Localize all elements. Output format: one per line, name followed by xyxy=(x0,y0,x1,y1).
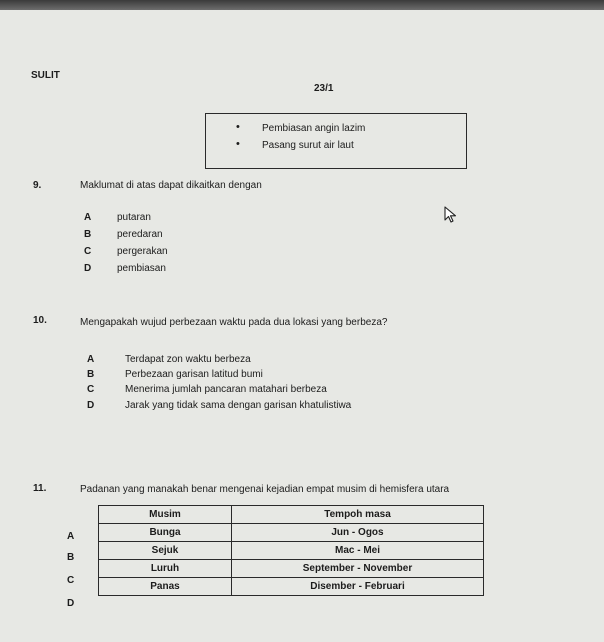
option-letter: D xyxy=(87,400,95,411)
musim-cell: Sejuk xyxy=(99,542,232,560)
tempoh-cell: Mac - Mei xyxy=(232,542,484,560)
table-row xyxy=(99,524,484,542)
musim-cell: Panas xyxy=(99,578,232,596)
option-letter: D xyxy=(67,598,75,609)
option-text: Perbezaan garisan latitud bumi xyxy=(125,369,263,380)
option-text: Menerima jumlah pancaran matahari berbeza xyxy=(125,384,327,395)
question-stem: Padanan yang manakah benar mengenai kejadian empat musim di hemisfera utara xyxy=(80,484,450,495)
page-number: 23/1 xyxy=(314,83,334,94)
option-text: Jarak yang tidak sama dengan garisan khatulistiwa xyxy=(125,400,352,411)
bullet-mark: • xyxy=(236,121,240,133)
question-number: 11. xyxy=(33,483,47,494)
bullet-mark: • xyxy=(236,138,240,150)
stimulus-item: Pembiasan angin lazim xyxy=(262,123,366,134)
option-letter: C xyxy=(67,575,75,586)
option-text: putaran xyxy=(117,212,151,223)
column-header-tempoh: Tempoh masa xyxy=(232,506,484,524)
musim-cell: Luruh xyxy=(99,560,232,578)
question-number: 10. xyxy=(33,315,47,326)
tempoh-cell: Jun - Ogos xyxy=(232,524,484,542)
top-scan-edge xyxy=(0,0,604,10)
option-text: Terdapat zon waktu berbeza xyxy=(125,354,251,365)
option-letter: B xyxy=(67,552,75,563)
musim-cell: Bunga xyxy=(99,524,232,542)
stimulus-item: Pasang surut air laut xyxy=(262,140,354,151)
question-stem: Maklumat di atas dapat dikaitkan dengan xyxy=(80,180,262,191)
option-letter: B xyxy=(87,369,95,380)
option-letter: A xyxy=(84,212,92,223)
option-letter: B xyxy=(84,229,92,240)
table-row xyxy=(99,542,484,560)
option-letter: C xyxy=(84,246,92,257)
mouse-pointer-icon xyxy=(444,206,458,224)
table-row xyxy=(99,578,484,596)
option-text: peredaran xyxy=(117,229,163,240)
sulit-label: SULIT xyxy=(31,70,60,81)
option-text: pembiasan xyxy=(117,263,166,274)
table-header-row xyxy=(99,506,484,524)
table-row xyxy=(99,560,484,578)
option-letter: A xyxy=(67,531,75,542)
question-number: 9. xyxy=(33,180,42,191)
tempoh-cell: September - November xyxy=(232,560,484,578)
option-letter: C xyxy=(87,384,95,395)
option-text: pergerakan xyxy=(117,246,168,257)
season-table xyxy=(98,505,484,596)
question-stem: Mengapakah wujud perbezaan waktu pada dua lokasi yang berbeza? xyxy=(80,317,388,328)
tempoh-cell: Disember - Februari xyxy=(232,578,484,596)
stimulus-box xyxy=(205,113,467,169)
option-letter: D xyxy=(84,263,92,274)
column-header-musim: Musim xyxy=(99,506,232,524)
option-letter: A xyxy=(87,354,95,365)
